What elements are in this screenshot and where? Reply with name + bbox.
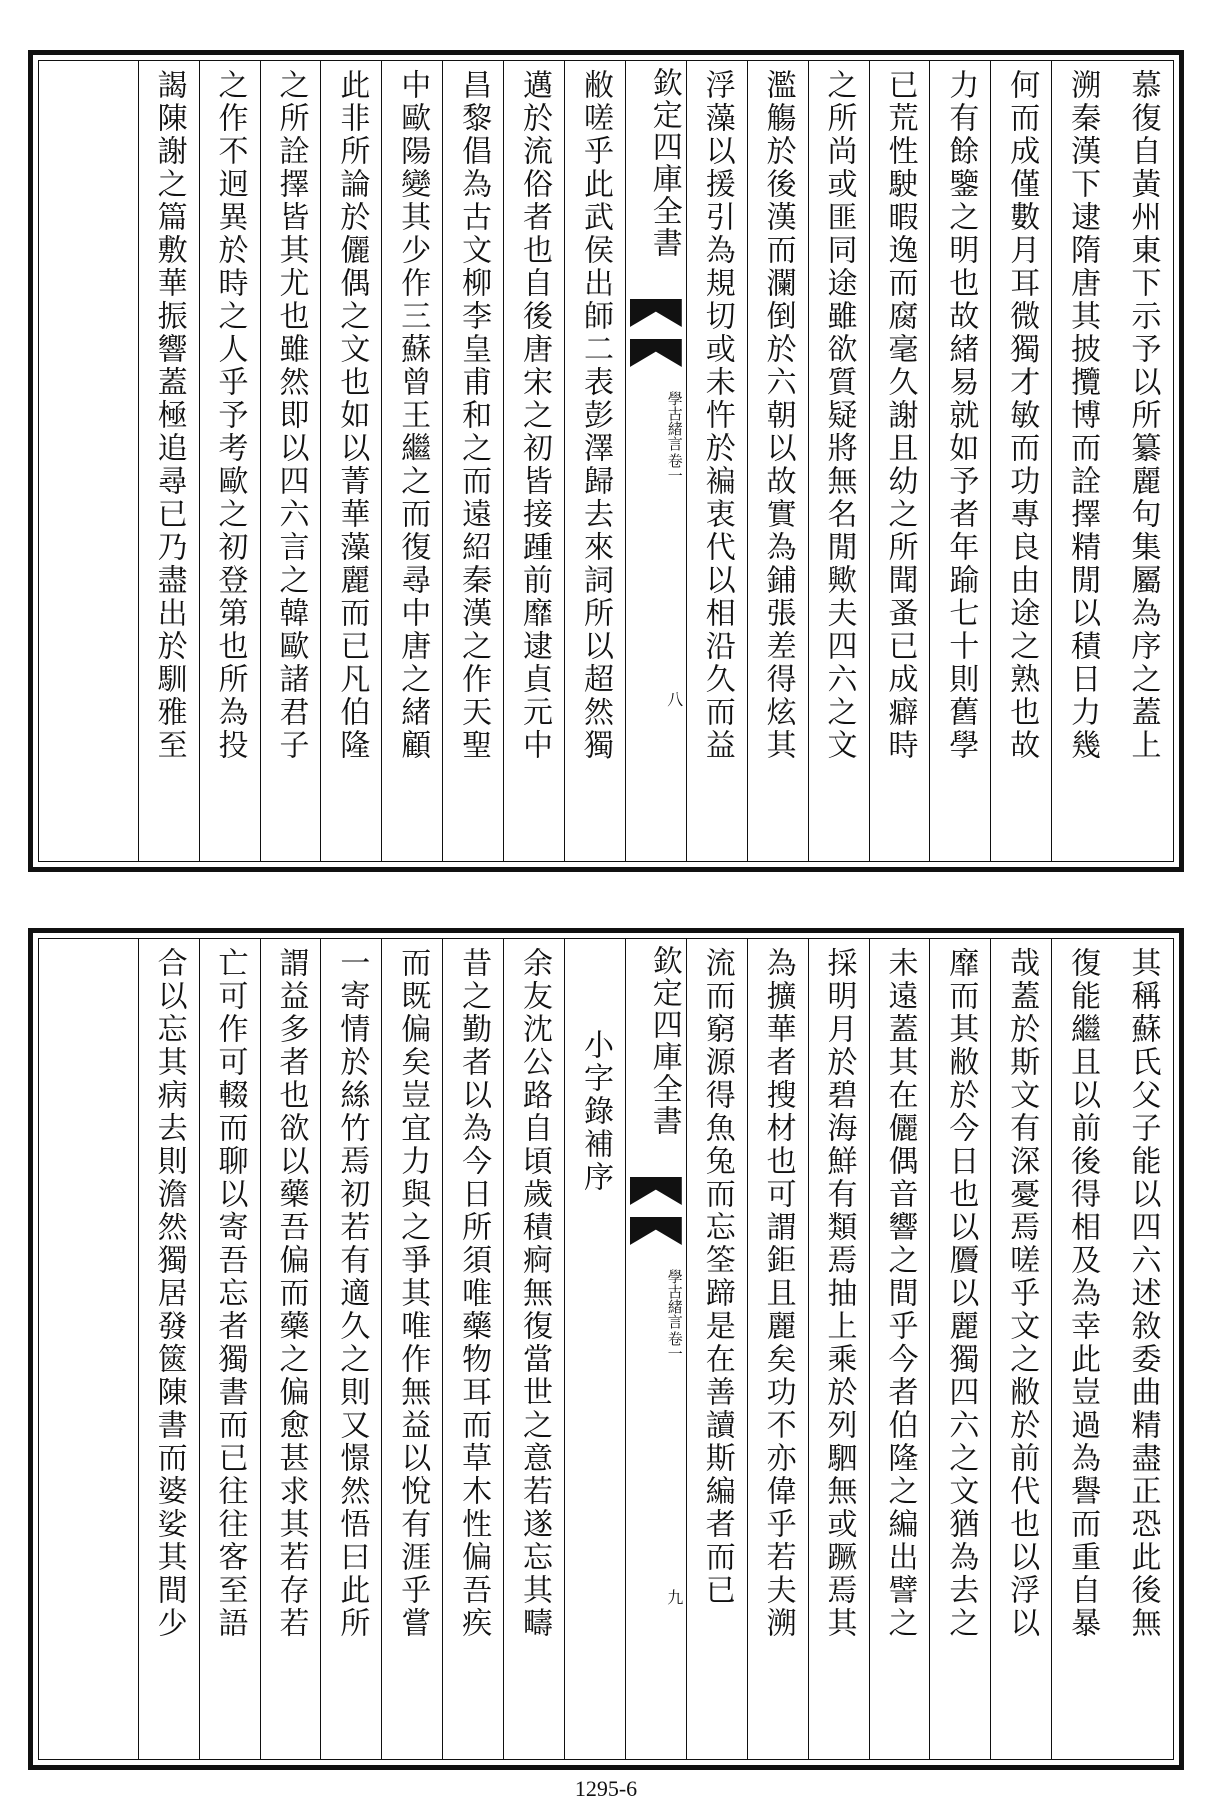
bottom-page-column-text: 哉蓋於斯文有深憂焉嗟乎文之敝於前代也以浮以 bbox=[1004, 947, 1040, 1640]
bottom-page-column-text: 而既偏矣豈宜力與之爭其唯作無益以悅有涯乎嘗 bbox=[395, 947, 431, 1640]
page-footer-label: 1295-6 bbox=[574, 1776, 638, 1801]
top-page-panel bbox=[28, 50, 1184, 872]
top-page-column-text: 溯秦漢下逮隋唐其披攬博而詮擇精閒以積日力幾 bbox=[1065, 69, 1101, 762]
top-page-frame bbox=[38, 60, 1174, 862]
bottom-page-text-column bbox=[747, 939, 808, 1759]
bottom-page-column-text: 昔之勤者以為今日所須唯藥物耳而草木性偏吾疾 bbox=[456, 947, 492, 1640]
top-page-column-text: 之作不迥異於時之人乎予考歐之初登第也所為投 bbox=[212, 69, 248, 762]
top-page-column-text: 敝嗟乎此武侯出師二表彭澤歸去來詞所以超然獨 bbox=[577, 69, 613, 762]
gutter-subtitle bbox=[626, 391, 686, 483]
bottom-page-text-column bbox=[503, 939, 564, 1759]
top-page-text-column bbox=[747, 61, 808, 861]
book-title: 欽定四庫全書 bbox=[646, 945, 682, 1137]
top-page-text-column bbox=[503, 61, 564, 861]
bottom-page-text-column bbox=[442, 939, 503, 1759]
top-page-column-text: 浮藻以援引為規切或未忤於褊衷代以相沿久而益 bbox=[699, 69, 735, 762]
top-page-column-text: 何而成僅數月耳微獨才敏而功專良由途之熟也故 bbox=[1004, 69, 1040, 762]
bottom-page-column-text: 靡而其敝於今日也以贗以麗獨四六之文猶為去之 bbox=[943, 947, 979, 1640]
fishtail-mark-icon bbox=[630, 339, 682, 367]
top-page-column-text: 已荒性駛暇逸而腐毫久謝且幼之所聞蚤已成癖時 bbox=[882, 69, 918, 762]
top-page-column-text: 之所尚或匪同途雖欲質疑將無名閒歟夫四六之文 bbox=[821, 69, 857, 762]
top-page-column-text: 此非所論於儷偶之文也如以菁華藻麗而已凡伯隆 bbox=[334, 69, 370, 762]
bottom-page-text-column bbox=[199, 939, 260, 1759]
top-page-text-column bbox=[320, 61, 381, 861]
bottom-page-column-text: 合以忘其病去則澹然獨居發篋陳書而婆娑其間少 bbox=[151, 947, 187, 1640]
bottom-page-column-text: 亡可作可輟而聊以寄吾忘者獨書而已往往客至語 bbox=[212, 947, 248, 1640]
bottom-page-text-column bbox=[929, 939, 990, 1759]
bottom-page-column-text: 小字錄補序 bbox=[577, 1029, 613, 1194]
top-page-text-column bbox=[990, 61, 1051, 861]
bottom-page-text-column bbox=[869, 939, 930, 1759]
top-page-column-text: 中歐陽變其少作三蘇曾王繼之而復尋中唐之緒顧 bbox=[395, 69, 431, 762]
top-page-text-column bbox=[686, 61, 747, 861]
bottom-page-text-column bbox=[686, 939, 747, 1759]
gutter-subtitle bbox=[626, 1269, 686, 1361]
bottom-page-text-column bbox=[381, 939, 442, 1759]
fishtail-mark-icon bbox=[630, 1217, 682, 1245]
book-title: 欽定四庫全書 bbox=[646, 67, 682, 259]
bottom-page-text-column bbox=[320, 939, 381, 1759]
bottom-page-text-column bbox=[1051, 939, 1112, 1759]
fishtail-mark-icon bbox=[630, 299, 682, 327]
bottom-page-column-text: 復能繼且以前後得相及為幸此豈過為譽而重自暴 bbox=[1065, 947, 1101, 1640]
top-page-column-text: 邁於流俗者也自後唐宋之初皆接踵前靡逮貞元中 bbox=[517, 69, 553, 762]
top-page-text-column bbox=[929, 61, 990, 861]
top-page-center-gutter bbox=[625, 61, 686, 861]
bottom-page-text-column bbox=[808, 939, 869, 1759]
bottom-page-column-text: 流而窮源得魚兔而忘筌蹄是在善讀斯編者而已 bbox=[699, 947, 735, 1607]
top-page-text-column bbox=[869, 61, 930, 861]
bottom-page-text-column bbox=[260, 939, 321, 1759]
bottom-page-column-text: 余友沈公路自頃歲積痾無復當世之意若遂忘其疇 bbox=[517, 947, 553, 1640]
top-page-text-column bbox=[442, 61, 503, 861]
top-page-text-column bbox=[381, 61, 442, 861]
top-page-column-text: 之所詮擇皆其尤也雖然即以四六言之韓歐諸君子 bbox=[273, 69, 309, 762]
top-page-column-text: 濫觴於後漢而瀾倒於六朝以故實為鋪張差得炫其 bbox=[760, 69, 796, 762]
top-page-text-column bbox=[564, 61, 625, 861]
volume-label: 卷一 bbox=[665, 1331, 684, 1361]
bottom-page-text-column bbox=[138, 939, 199, 1759]
bottom-page-center-gutter bbox=[625, 939, 686, 1759]
fishtail-mark-icon bbox=[630, 1177, 682, 1205]
bottom-page-text-column bbox=[564, 939, 625, 1759]
volume-label: 卷一 bbox=[665, 453, 684, 483]
bottom-page-panel bbox=[28, 928, 1184, 1770]
bottom-page-column-text: 謂益多者也欲以藥吾偏而藥之偏愈甚求其若存若 bbox=[273, 947, 309, 1640]
bottom-page-column-text: 一寄情於絲竹焉初若有適久之則又憬然悟曰此所 bbox=[334, 947, 370, 1640]
page-number: 八 bbox=[664, 691, 684, 707]
top-page-text-column bbox=[1112, 61, 1173, 861]
top-page-text-column bbox=[199, 61, 260, 861]
book-subtitle: 學古緒言 bbox=[665, 1269, 684, 1329]
top-page-text-column bbox=[1051, 61, 1112, 861]
bottom-page-frame bbox=[38, 938, 1174, 1760]
page-number: 九 bbox=[664, 1589, 684, 1605]
book-subtitle: 學古緒言 bbox=[665, 391, 684, 451]
bottom-page-text-column bbox=[1112, 939, 1173, 1759]
bottom-page-text-column bbox=[990, 939, 1051, 1759]
bottom-page-column-text: 其稱蘇氏父子能以四六述敘委曲精盡正恐此後無 bbox=[1125, 947, 1161, 1640]
bottom-page-column-text: 未遠蓋其在儷偶音響之間乎今者伯隆之編出譬之 bbox=[882, 947, 918, 1640]
top-page-text-column bbox=[808, 61, 869, 861]
top-page-text-column bbox=[138, 61, 199, 861]
bottom-page-column-text: 採明月於碧海鮮有類焉抽上乘於列駟無或蹶焉其 bbox=[821, 947, 857, 1640]
bottom-page-column-text: 為擴華者搜材也可謂鉅且麗矣功不亦偉乎若夫溯 bbox=[760, 947, 796, 1640]
top-page-column-text: 昌黎倡為古文柳李皇甫和之而遠紹秦漢之作天聖 bbox=[456, 69, 492, 762]
top-page-text-column bbox=[260, 61, 321, 861]
top-page-column-text: 慕復自黃州東下示予以所纂麗句集屬為序之蓋上 bbox=[1125, 69, 1161, 762]
top-page-column-text: 謁陳謝之篇敷華振響蓋極追尋已乃盡出於馴雅至 bbox=[151, 69, 187, 762]
top-page-column-text: 力有餘鑒之明也故緒易就如予者年踰七十則舊學 bbox=[943, 69, 979, 762]
